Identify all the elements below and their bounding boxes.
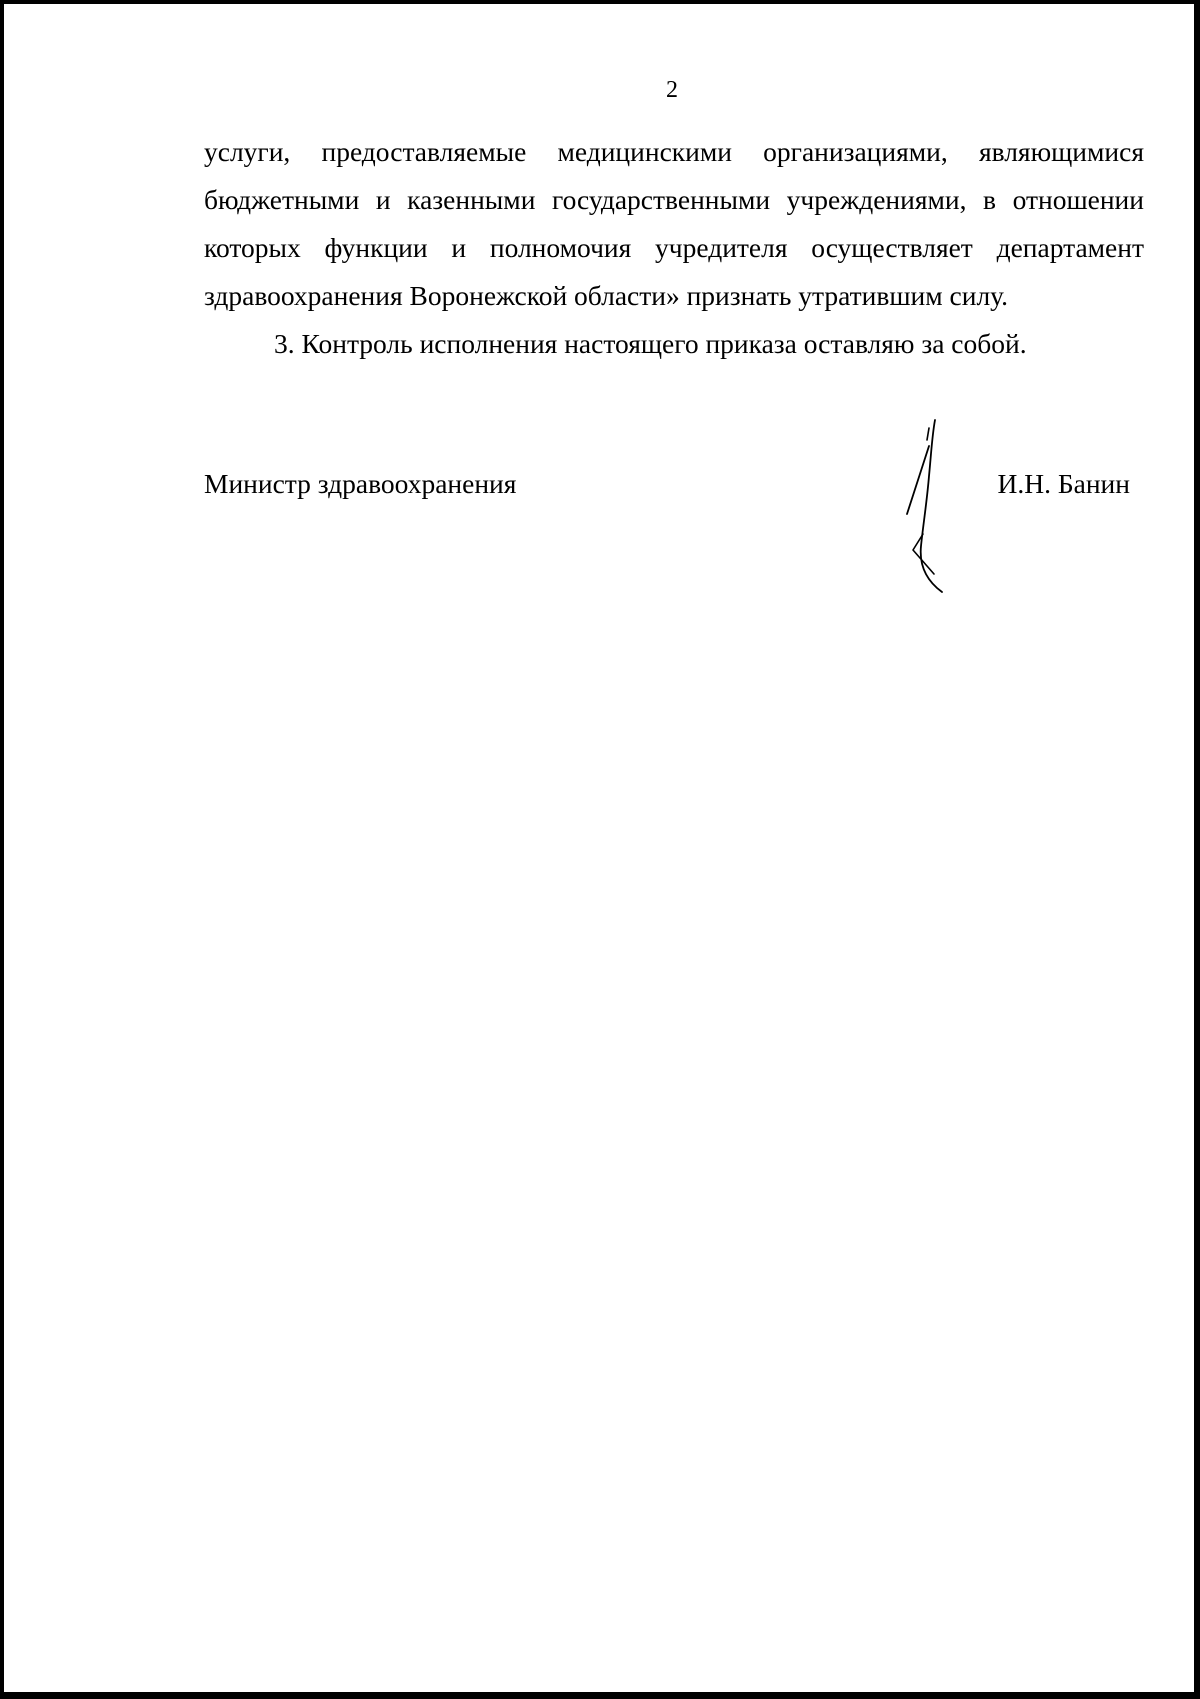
text-line: бюджетными и казенными государственными учреждениями, в отношении [204,184,1144,215]
signatory-name: И.Н. Банин [997,468,1130,499]
text-line: которых функции и полномочия учредителя осуществляет департамент [204,232,1144,263]
text-line: услуги, предоставляемые медицинскими организациями, являющимися [204,136,1144,167]
page-number: 2 [666,77,678,103]
signatory-position: Министр здравоохранения [204,468,517,499]
paragraph-item-3: 3. Контроль исполнения настоящего приказа оставляю за собой. [274,328,1027,359]
document-body [204,128,1144,368]
text-line: здравоохранения Воронежской области» признать утратившим силу. [204,280,1009,311]
handwritten-signature [899,416,979,596]
paragraph-continuation [204,128,1144,320]
